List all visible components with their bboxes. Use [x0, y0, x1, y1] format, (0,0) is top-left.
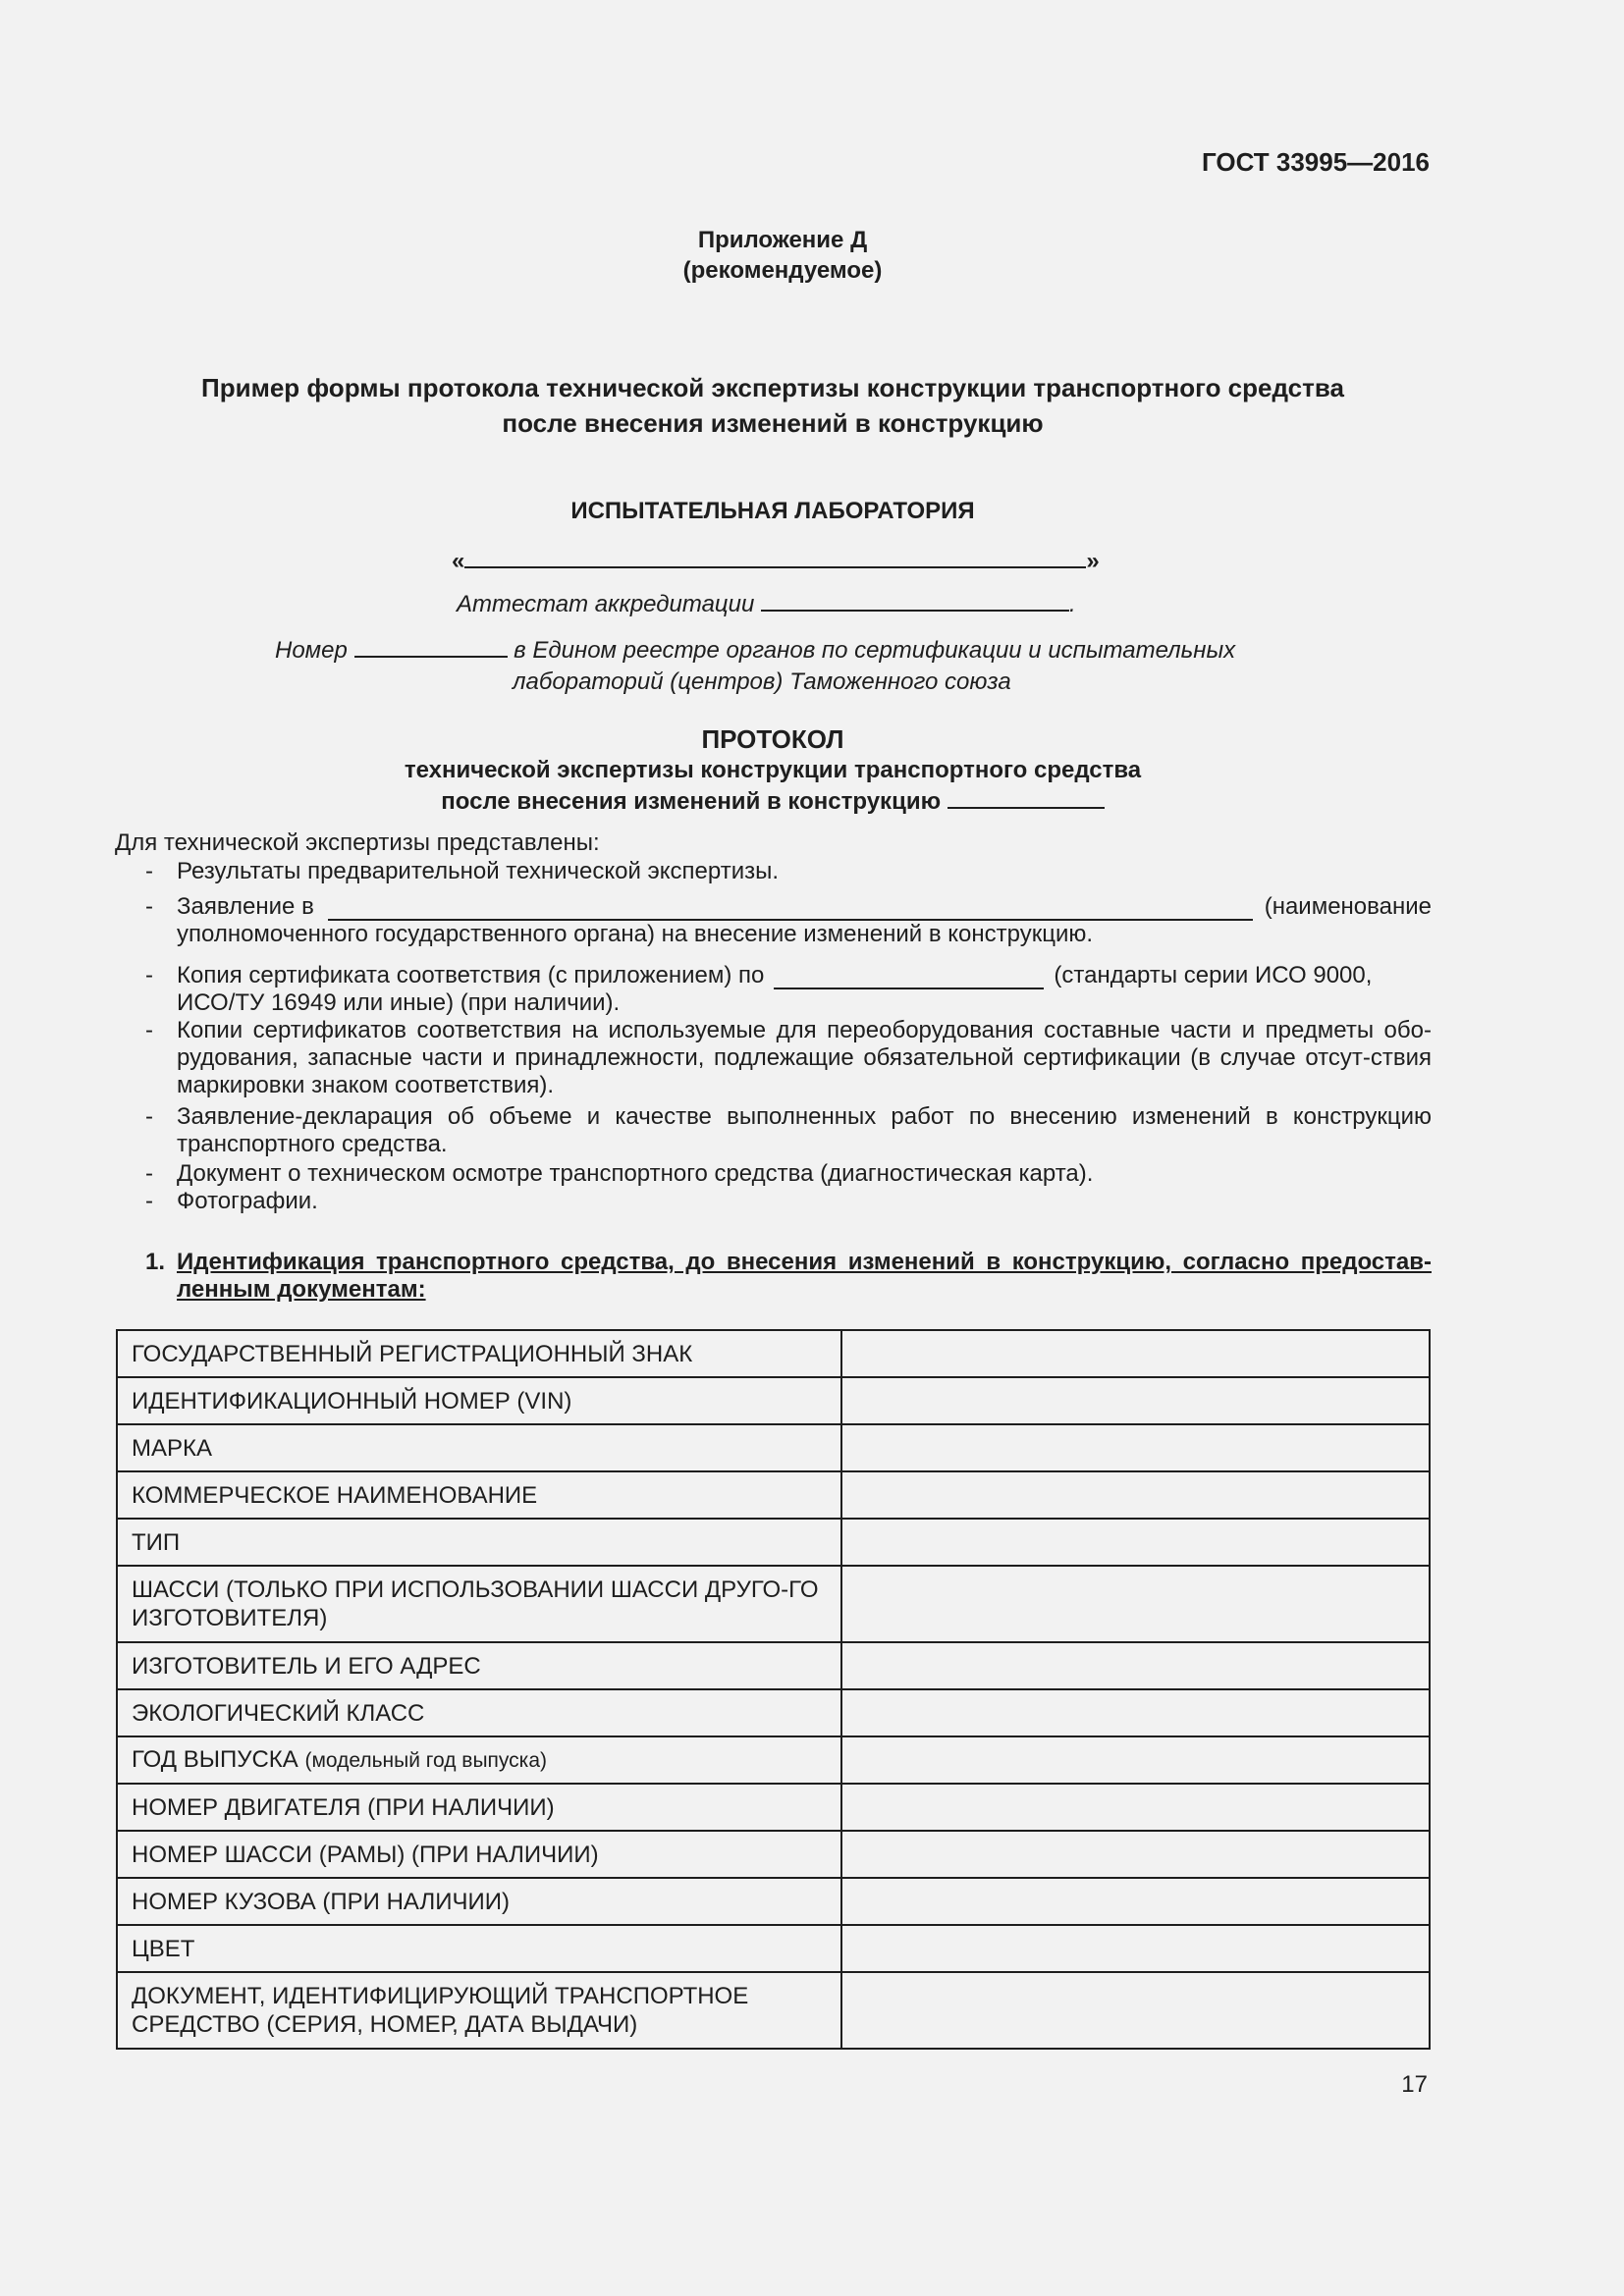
list-dash: -	[145, 1103, 153, 1130]
list-item	[145, 858, 1432, 885]
list-item	[145, 962, 1432, 1017]
form-title	[118, 370, 1428, 441]
protocol-number-blank[interactable]	[947, 785, 1105, 809]
list-item-line	[177, 962, 1432, 989]
table-row	[117, 1925, 1430, 1972]
list-item-text: Документ о техническом осмотре транспортного средства (диагностическая карта).	[177, 1160, 1094, 1187]
list-item-text: Фотографии.	[177, 1188, 318, 1214]
page-number: 17	[1401, 2071, 1428, 2098]
lab-name-field	[452, 545, 1100, 575]
list-item-text: (наименование	[1264, 893, 1432, 920]
section-number: 1.	[145, 1249, 166, 1275]
protocol-heading	[0, 724, 1545, 817]
table-cell-value[interactable]	[841, 1972, 1430, 2049]
section-title: Идентификация транспортного средства, до внесения изменений в конструкцию, согласно предостав-ленным документам:	[177, 1249, 1432, 1303]
table-label-main: ГОД ВЫПУСКА	[132, 1746, 298, 1773]
list-item-text: Результаты предварительной технической экспертизы.	[177, 858, 780, 884]
list-item	[145, 1188, 1432, 1215]
table-cell-label: ТИП	[117, 1519, 841, 1566]
annex-subtitle: (рекомендуемое)	[682, 257, 883, 284]
table-cell-label: ИДЕНТИФИКАЦИОННЫЙ НОМЕР (VIN)	[117, 1377, 841, 1424]
list-item-text: Заявление-декларация об объеме и качестве выполненных работ по внесению изменений в конструкцию транспортного средства.	[177, 1103, 1432, 1157]
table-row	[117, 1519, 1430, 1566]
form-title-line-1: Пример формы протокола технической экспертизы конструкции транспортного средства	[201, 373, 1344, 402]
list-item-text: Заявление в	[177, 893, 314, 920]
register-line	[275, 634, 1235, 698]
protocol-line-2	[0, 785, 1545, 817]
register-text-1: в Едином реестре органов по сертификации и испытательных	[514, 637, 1236, 664]
list-dash: -	[145, 858, 153, 884]
quote-open: «	[452, 548, 465, 574]
list-item-text: уполномоченного государственного органа) на внесение изменений в конструкцию.	[177, 921, 1094, 947]
list-item-text: (стандарты серии ИСО 9000,	[1054, 962, 1373, 988]
table-cell-value[interactable]	[841, 1784, 1430, 1831]
list-item-text: ИСО/ТУ 16949 или иные) (при наличии).	[177, 989, 621, 1016]
table-cell-value[interactable]	[841, 1878, 1430, 1925]
table-label-note: (модельный год выпуска)	[304, 1749, 547, 1772]
register-number-label: Номер	[275, 637, 348, 664]
list-dash: -	[145, 893, 153, 920]
accreditation-line	[457, 588, 1076, 618]
table-cell-label: НОМЕР ДВИГАТЕЛЯ (ПРИ НАЛИЧИИ)	[117, 1784, 841, 1831]
table-cell-label: ИЗГОТОВИТЕЛЬ И ЕГО АДРЕС	[117, 1642, 841, 1689]
lab-name-blank[interactable]	[464, 545, 1086, 568]
table-cell-label: ЭКОЛОГИЧЕСКИЙ КЛАСС	[117, 1689, 841, 1736]
table-cell-value[interactable]	[841, 1642, 1430, 1689]
list-item	[145, 1160, 1432, 1188]
table-cell-value[interactable]	[841, 1925, 1430, 1972]
table-row	[117, 1736, 1430, 1784]
register-text-2: лабораторий (центров) Таможенного союза	[513, 668, 1011, 695]
table-row	[117, 1689, 1430, 1736]
table-cell-value[interactable]	[841, 1831, 1430, 1878]
register-number-blank[interactable]	[354, 634, 508, 658]
table-cell-label: НОМЕР ШАССИ (РАМЫ) (ПРИ НАЛИЧИИ)	[117, 1831, 841, 1878]
table-cell-value[interactable]	[841, 1736, 1430, 1784]
standard-blank[interactable]	[774, 966, 1044, 989]
accreditation-label: Аттестат аккредитации	[457, 591, 755, 617]
table-cell-value[interactable]	[841, 1377, 1430, 1424]
table-row	[117, 1784, 1430, 1831]
accreditation-end: .	[1069, 591, 1076, 617]
list-item	[145, 893, 1432, 948]
list-item	[145, 1103, 1432, 1158]
list-item-text: Копии сертификатов соответствия на используемые для переоборудования составные части и предметы обо-рудования, запасные части и принадлежности, подлежащие обязательной сертификации (в случае отсут-ствия маркировки знаком соответствия).	[177, 1017, 1432, 1098]
table-cell-label: КОММЕРЧЕСКОЕ НАИМЕНОВАНИЕ	[117, 1471, 841, 1519]
table-cell-value[interactable]	[841, 1566, 1430, 1642]
list-dash: -	[145, 1188, 153, 1214]
protocol-line-1: технической экспертизы конструкции транспортного средства	[404, 757, 1142, 783]
table-cell-value[interactable]	[841, 1519, 1430, 1566]
table-row	[117, 1831, 1430, 1878]
protocol-title: ПРОТОКОЛ	[701, 724, 844, 754]
document-number: ГОСТ 33995—2016	[1202, 147, 1430, 177]
intro-text: Для технической экспертизы представлены:	[115, 829, 600, 856]
table-row	[117, 1330, 1430, 1377]
list-item-text: Копия сертификата соответствия (с приложением) по	[177, 962, 765, 988]
form-title-line-2: после внесения изменений в конструкцию	[502, 408, 1044, 438]
list-item-line	[177, 893, 1432, 921]
lab-title: ИСПЫТАТЕЛЬНАЯ ЛАБОРАТОРИЯ	[570, 498, 975, 524]
table-cell-value[interactable]	[841, 1689, 1430, 1736]
table-cell-label: ШАССИ (ТОЛЬКО ПРИ ИСПОЛЬЗОВАНИИ ШАССИ ДРУГО-ГО ИЗГОТОВИТЕЛЯ)	[117, 1566, 841, 1642]
section-1-heading	[145, 1249, 1432, 1304]
table-cell-label: ДОКУМЕНТ, ИДЕНТИФИЦИРУЮЩИЙ ТРАНСПОРТНОЕ СРЕДСТВО (СЕРИЯ, НОМЕР, ДАТА ВЫДАЧИ)	[117, 1972, 841, 2049]
table-row	[117, 1878, 1430, 1925]
list-dash: -	[145, 962, 153, 988]
annex-title: Приложение Д	[697, 227, 868, 253]
table-row	[117, 1471, 1430, 1519]
table-cell-value[interactable]	[841, 1424, 1430, 1471]
table-cell-label: МАРКА	[117, 1424, 841, 1471]
table-cell-label: ЦВЕТ	[117, 1925, 841, 1972]
table-row	[117, 1424, 1430, 1471]
identification-table	[116, 1329, 1431, 2050]
table-cell-label: ГОСУДАРСТВЕННЫЙ РЕГИСТРАЦИОННЫЙ ЗНАК	[117, 1330, 841, 1377]
table-cell-value[interactable]	[841, 1471, 1430, 1519]
protocol-line-2-text: после внесения изменений в конструкцию	[441, 788, 942, 815]
table-row	[117, 1377, 1430, 1424]
table-row	[117, 1566, 1430, 1642]
table-row	[117, 1972, 1430, 2049]
list-item	[145, 1017, 1432, 1099]
list-dash: -	[145, 1017, 153, 1043]
table-cell-value[interactable]	[841, 1330, 1430, 1377]
list-dash: -	[145, 1160, 153, 1187]
table-row	[117, 1642, 1430, 1689]
quote-close: »	[1086, 548, 1100, 574]
accreditation-blank[interactable]	[761, 588, 1069, 612]
table-cell-label	[117, 1736, 841, 1784]
authority-blank[interactable]	[328, 897, 1253, 921]
table-cell-label: НОМЕР КУЗОВА (ПРИ НАЛИЧИИ)	[117, 1878, 841, 1925]
